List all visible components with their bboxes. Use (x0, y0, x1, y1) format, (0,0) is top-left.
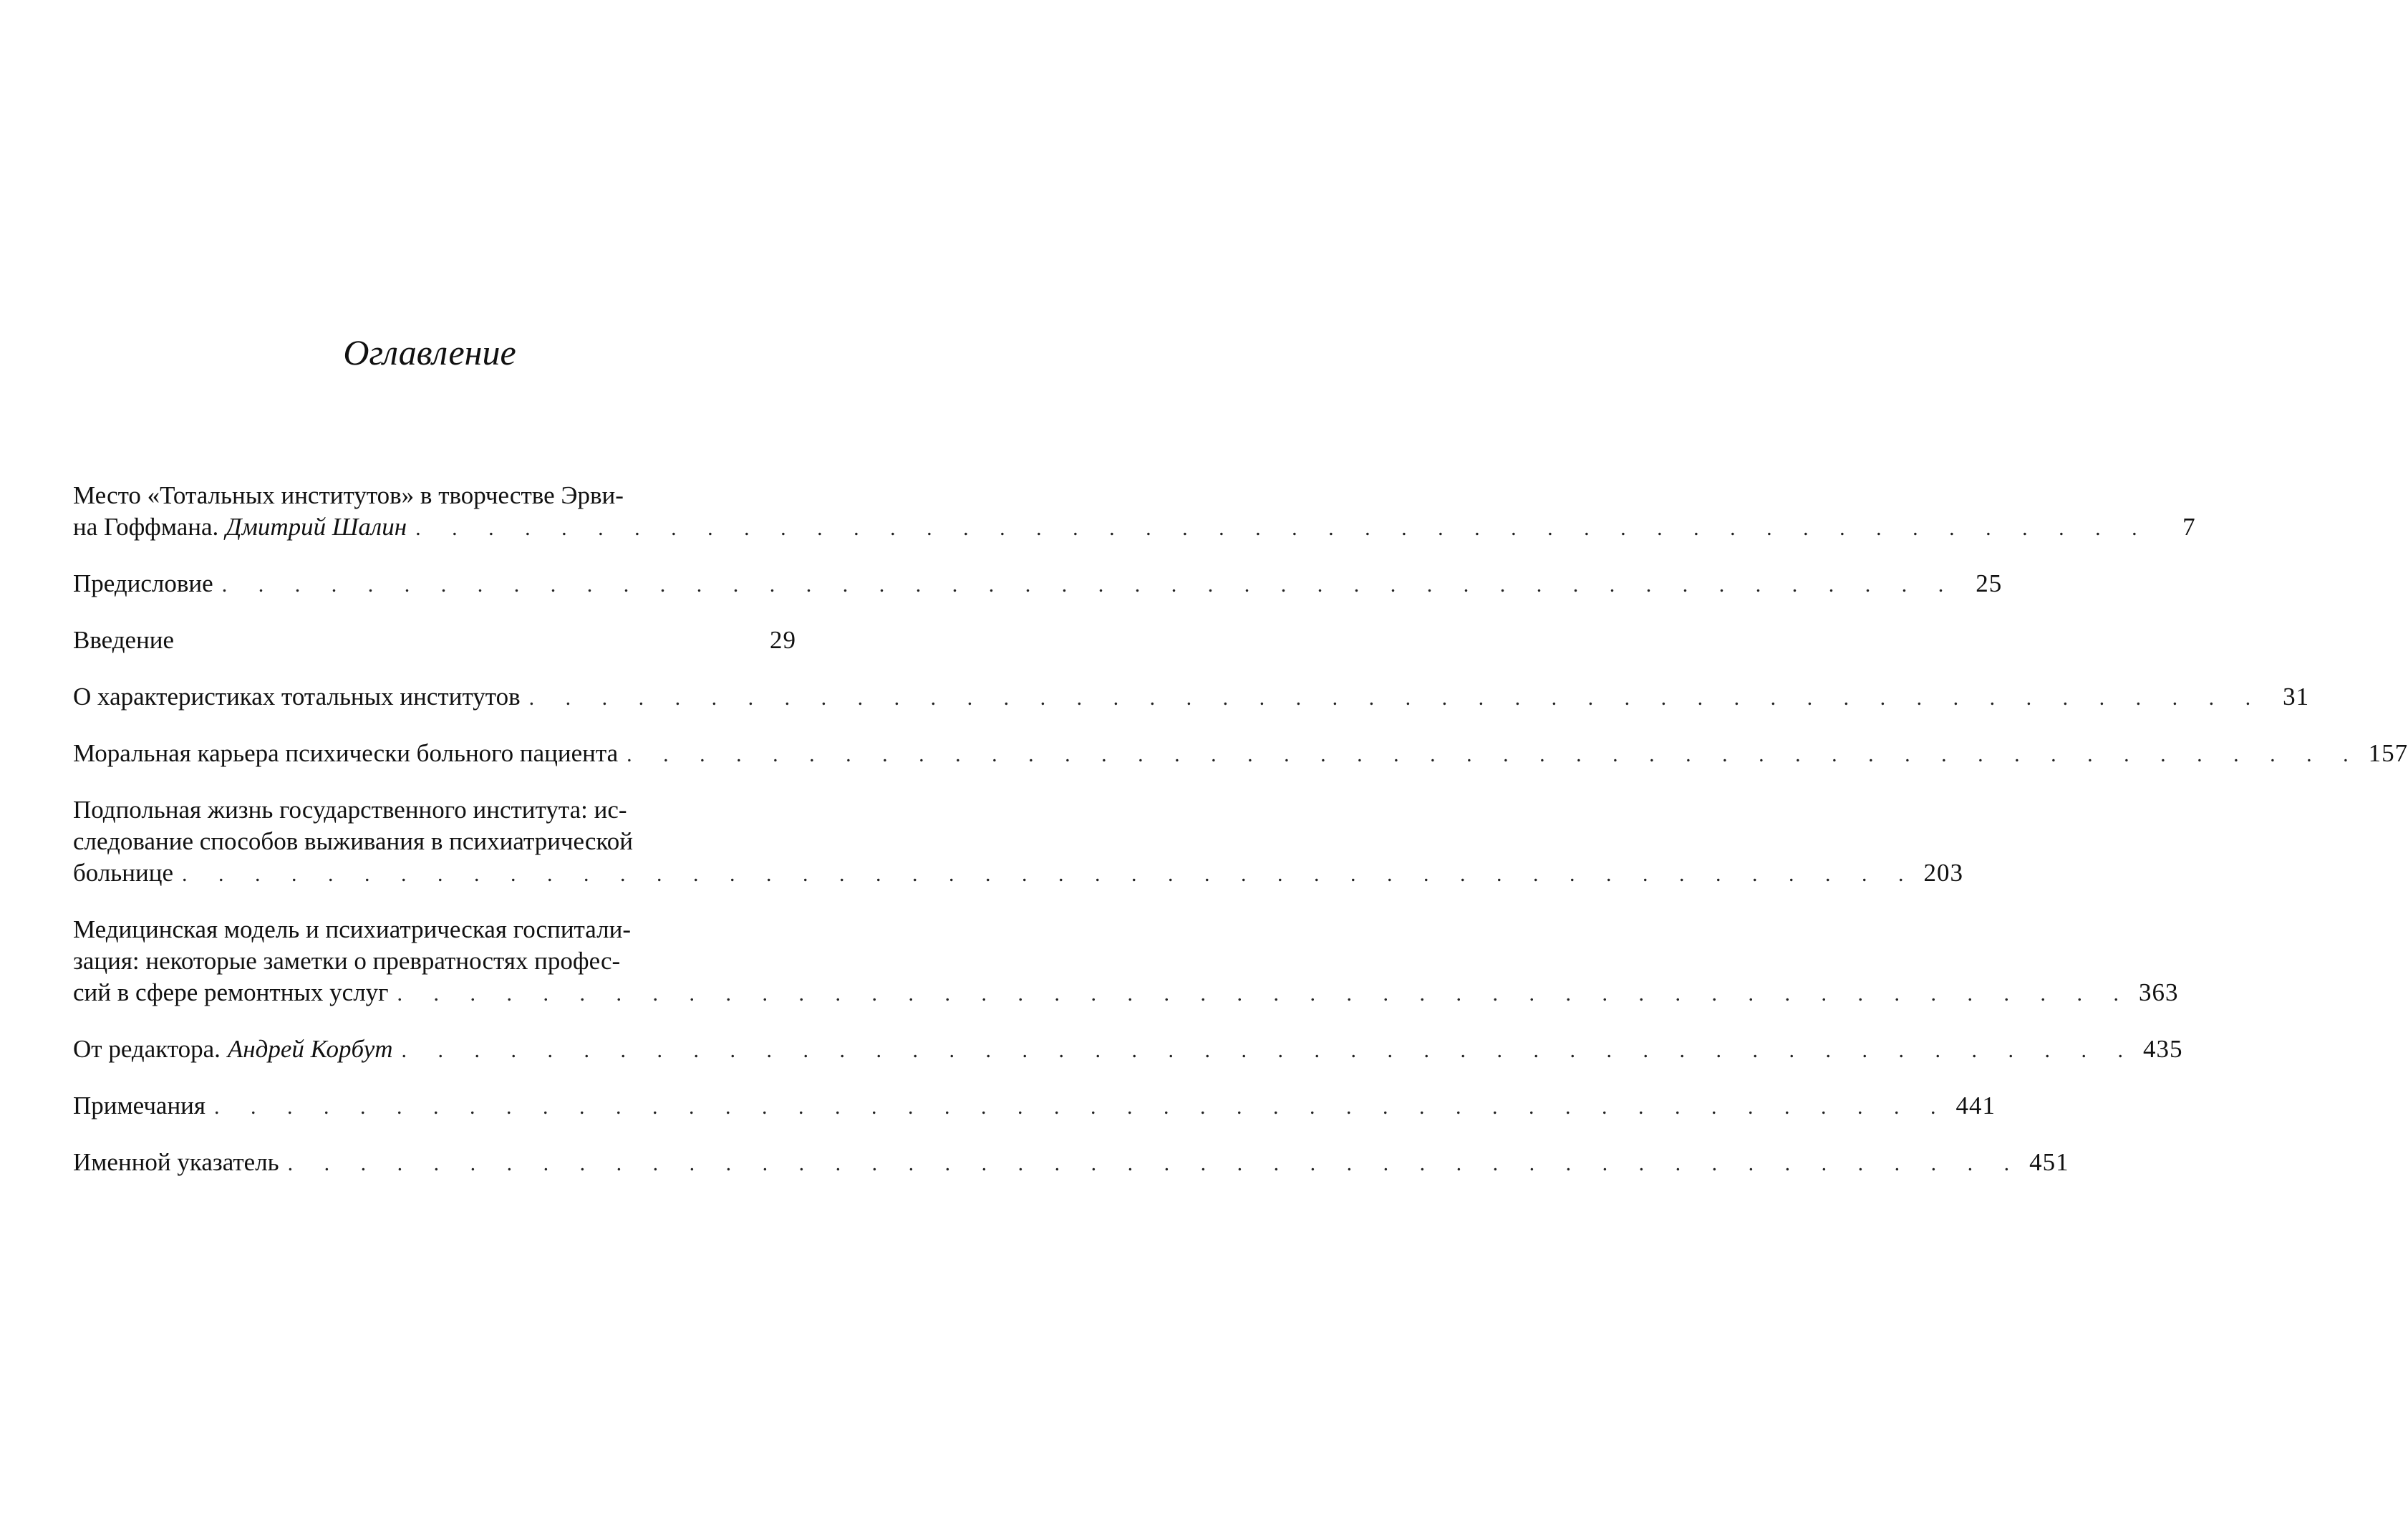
toc-entry-foreword-shalin (73, 480, 2196, 543)
toc-entry-text-line: Место «Тотальных институтов» в творчестве Эрви- (73, 481, 624, 509)
table-of-contents (73, 480, 2408, 1203)
toc-page-number: 203 (1923, 859, 1963, 887)
toc-entry-text: Введение (73, 626, 175, 654)
toc-entry-final-line (73, 738, 2408, 769)
toc-entry-author: Андрей Корбут (227, 1035, 393, 1063)
dot-leader: . . . . . . . . . . . . . . . . . . . . . . . . . . . . . . . . . . . . . . . . . . . . . . . . (287, 1152, 2023, 1175)
toc-entry-text: больнице (73, 859, 173, 887)
toc-entry-final-line (73, 625, 796, 656)
dot-leader: . . . . . . . . . . . . . . . . . . . . . . . . . . . . . . . . . . . . . . . . . . . . . . . . (221, 573, 1957, 597)
toc-entry-notes (73, 1090, 1996, 1122)
toc-entry-text-line: следование способов выживания в психиатрической (73, 827, 633, 855)
toc-entry-final-line (73, 857, 1963, 889)
dot-leader: . . . . . . . . . . . . . . . . . . . . . . . . . . . . . . . . . . . . . . . . . . . . . . . . (397, 982, 2132, 1006)
toc-entry-text: От редактора. (73, 1035, 221, 1063)
toc-entry-final-line (73, 1147, 2069, 1178)
toc-page-number: 29 (770, 626, 796, 654)
toc-entry-final-line (73, 568, 2003, 599)
toc-entry-underlife (73, 794, 1963, 889)
toc-entry-text: Именной указатель (73, 1148, 279, 1176)
toc-entry-text: на Гоффмана. (73, 513, 219, 541)
toc-entry-text: Предисловие (73, 569, 213, 597)
dot-leader: . . . . . . . . . . . . . . . . . . . . . . . . . . . . . . . . . . . . . . . . . . . . . . . . (528, 686, 2264, 710)
toc-entry-text: О характеристиках тотальных институтов (73, 683, 521, 711)
toc-entry-from-editor (73, 1034, 2183, 1065)
dot-leader: . . . . . . . . . . . . . . . . . . . . . . . . . . . . . . . . . . . . . . . . . . . . . . . . (415, 516, 2150, 540)
toc-entry-final-line (73, 977, 2179, 1008)
toc-entry-text-line: Медицинская модель и психиатрическая госпитали- (73, 915, 631, 943)
dot-leader: . . . . . . . . . . . . . . . . . . . . . . . . . . . . . . . . . . . . . . . . . . . . . . . . (214, 1095, 1949, 1119)
toc-page-number: 7 (2182, 513, 2196, 541)
toc-entry-text: сий в сфере ремонтных услуг (73, 978, 389, 1006)
toc-entry-text-line: Подпольная жизнь государственного института: ис- (73, 796, 627, 824)
page-title: Оглавление (343, 332, 516, 372)
toc-entry-author: Дмитрий Шалин (226, 513, 407, 541)
toc-entry-moral-career (73, 738, 2408, 769)
toc-entry-final-line (73, 681, 2310, 713)
dot-leader: . . . . . . . . . . . . . . . . . . . . . . . . . . . . . . . . . . . . . . . . . . . . . . . . (401, 1039, 2136, 1062)
toc-entry-final-line (73, 1034, 2183, 1065)
toc-page-number: 451 (2029, 1148, 2069, 1176)
toc-entry-medical-model (73, 914, 2179, 1008)
toc-entry-preface (73, 568, 2003, 599)
toc-entry-text: Моральная карьера психически больного пациента (73, 739, 619, 767)
toc-page-number: 441 (1955, 1092, 1996, 1119)
dot-leader: . . . . . . . . . . . . . . . . . . . . . . . . . . . . . . . . . . . . . . . . . . . . . . . . (182, 862, 1917, 886)
toc-entry-characteristics (73, 681, 2310, 713)
toc-entry-text: Примечания (73, 1092, 206, 1119)
toc-entry-final-line (73, 511, 2196, 543)
toc-entry-text-line: зация: некоторые заметки о превратностях профес- (73, 947, 621, 975)
dot-leader: . . . . . . . . . . . . . . . . . . . . . . . . . . . . . . . . . . . . . . . . . . . . . . . . (627, 743, 2361, 766)
toc-page-number: 157 (2368, 739, 2408, 767)
toc-entry-name-index (73, 1147, 2069, 1178)
toc-page-number: 25 (1976, 569, 2003, 597)
toc-page-number: 435 (2143, 1035, 2183, 1063)
toc-page-number: 363 (2139, 978, 2179, 1006)
toc-entry-introduction (73, 625, 796, 656)
toc-entry-final-line (73, 1090, 1996, 1122)
toc-page-number: 31 (2283, 683, 2310, 711)
